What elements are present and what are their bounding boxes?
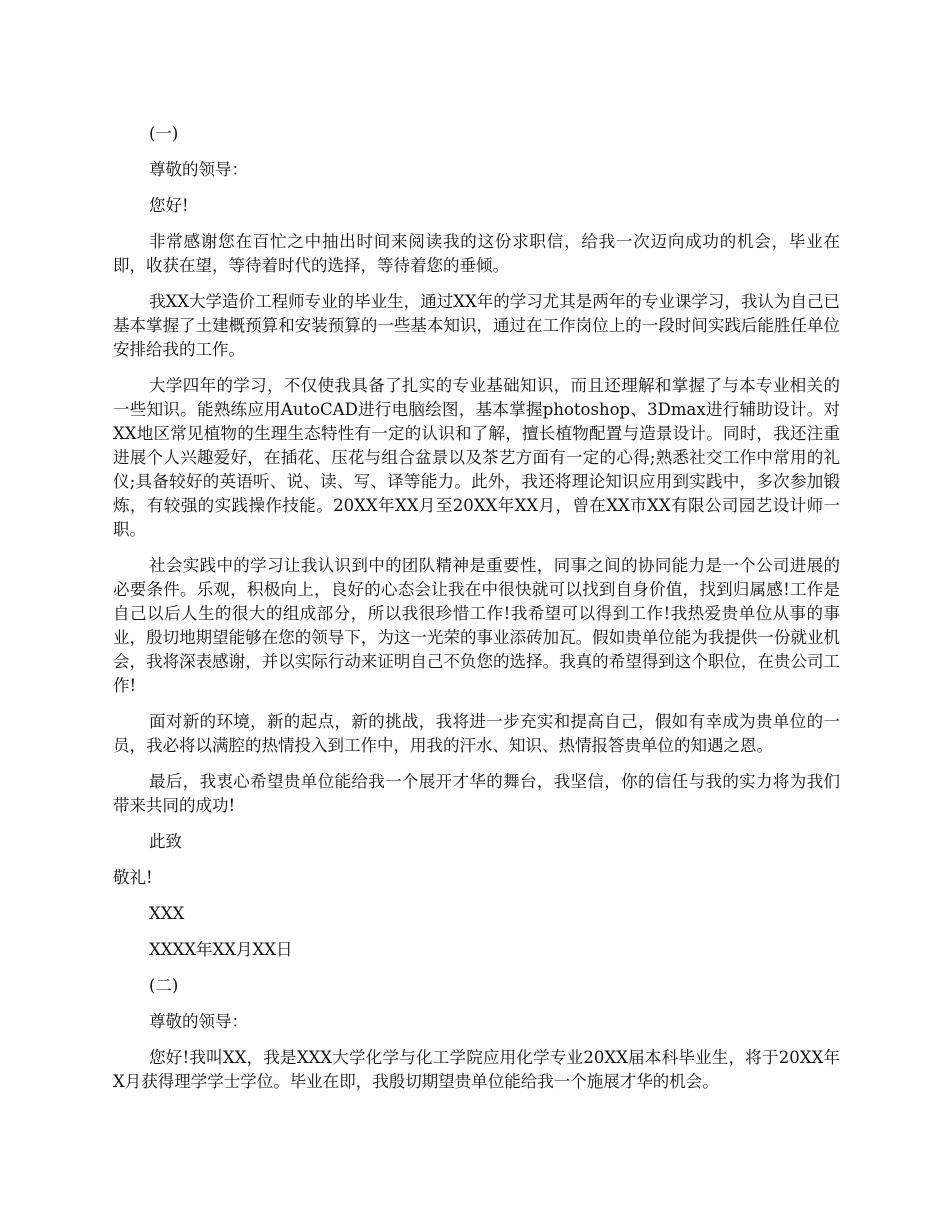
signature-name: XXX [149, 904, 185, 923]
salutation: 尊敬的领导： [149, 160, 248, 179]
body-paragraph: 社会实践中的学习让我认识到中的团队精神是重要性，同事之间的协同能力是一个公司进展的必要条件。乐观，积极向上，良好的心态会让我在中很快就可以找到自身价值，找到归属感!工作是自己以后人生的很大的组成部分，所以我很珍惜工作!我希望可以得到工作!我热爱贵单位从事的事业，殷切地期望能够在您的领导下，为这一光荣的事业添砖加瓦。假如贵单位能为我提供一份就业机会，我将深表感谢，并以实际行动来证明自己不负您的选择。我真的希望得到这个职位，在贵公司工作! [113, 556, 840, 695]
section-heading-2: (二) [149, 976, 179, 995]
body-paragraph: 最后，我衷心希望贵单位能给我一个展开才华的舞台，我坚信，你的信任与我的实力将为我们带来共同的成功! [113, 772, 840, 815]
body-paragraph: 非常感谢您在百忙之中抽出时间来阅读我的这份求职信，给我一次迈向成功的机会，毕业在即，收获在望，等待着时代的选择，等待着您的垂倾。 [113, 232, 840, 275]
document-body [113, 122, 840, 1106]
section-heading-1: (一) [149, 124, 179, 143]
body-paragraph: 您好!我叫XX，我是XXX大学化学与化工学院应用化学专业20XX届本科毕业生，将于20XX年X月获得理学学士学位。毕业在即，我殷切期望贵单位能给我一个施展才华的机会。 [113, 1048, 840, 1091]
salutation: 尊敬的领导： [149, 1012, 248, 1031]
body-paragraph: 大学四年的学习，不仅使我具备了扎实的专业基础知识，而且还理解和掌握了与本专业相关的一些知识。能熟练应用AutoCAD进行电脑绘图，基本掌握photoshop、3Dmax进行辅助设计。对XX地区常见植物的生理生态特性有一定的认识和了解，擅长植物配置与造景设计。同时，我还注重进展个人兴趣爱好，在插花、压花与组合盆景以及茶艺方面有一定的心得;熟悉社交工作中常用的礼仪;具备较好的英语听、说、读、写、译等能力。此外，我还将理论知识应用到实践中，多次参加锻炼，有较强的实践操作技能。20XX年XX月至20XX年XX月，曾在XX市XX有限公司园艺设计师一职。 [113, 376, 840, 539]
body-paragraph: 面对新的环境，新的起点，新的挑战，我将进一步充实和提高自己，假如有幸成为贵单位的一员，我必将以满腔的热情投入到工作中，用我的汗水、知识、热情报答贵单位的知遇之恩。 [113, 712, 840, 755]
body-paragraph: 我XX大学造价工程师专业的毕业生，通过XX年的学习尤其是两年的专业课学习，我认为自己已基本掌握了土建概预算和安装预算的一些基本知识，通过在工作岗位上的一段时间实践后能胜任单位安排给我的工作。 [113, 292, 840, 359]
greeting: 您好! [149, 196, 189, 215]
signature-date: XXXX年XX月XX日 [149, 940, 293, 959]
closing-salute: 敬礼! [113, 868, 153, 887]
closing-phrase: 此致 [149, 832, 182, 851]
